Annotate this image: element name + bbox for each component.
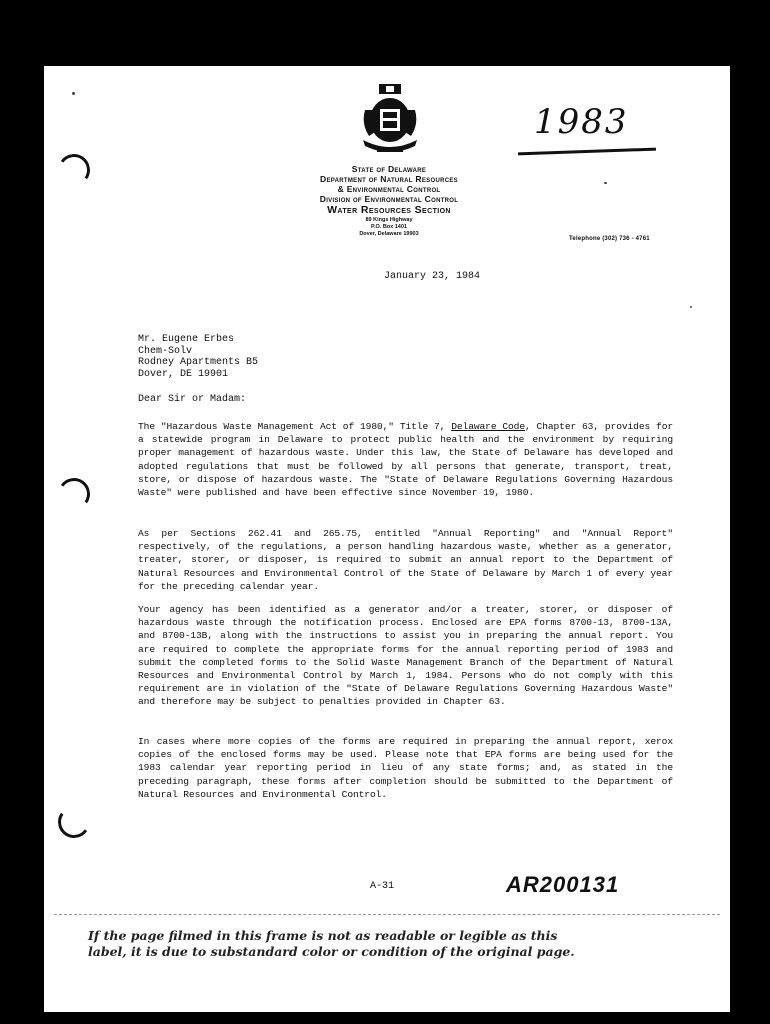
letterhead-po-box: P.O. Box 1401 — [371, 224, 407, 230]
letter-date: January 23, 1984 — [384, 271, 481, 282]
recipient-city: Dover, DE 19901 — [138, 368, 229, 380]
page-number: A-31 — [370, 881, 395, 892]
letterhead-department-2: & Environmental Control — [337, 184, 441, 194]
recipient-address — [138, 334, 258, 380]
scan-speck — [72, 92, 75, 95]
film-quality-disclaimer — [88, 928, 688, 960]
recipient-company: Chem-Solv — [138, 345, 193, 357]
paragraph-4: In cases where more copies of the forms are required in preparing the annual report, xerox copies of the enclosed forms may be used. Please note that EPA forms are being used for the 1983 calendar year reporting period in lieu of any state forms; and, as stated in the preceding paragraph, these forms after completion should be submitted to the Department of Natural Resources and Environmental Control. — [138, 736, 673, 800]
letterhead-section: Water Resources Section — [327, 204, 451, 216]
footer-divider — [54, 914, 720, 915]
delaware-code-reference: Delaware Code — [451, 421, 525, 432]
letterhead-division: Division of Environmental Control — [319, 194, 459, 204]
letterhead — [274, 164, 504, 238]
archive-stamp: AR200131 — [506, 872, 620, 897]
letterhead-street: 89 Kings Highway — [365, 217, 413, 223]
salutation: Dear Sir or Madam: — [138, 394, 247, 405]
scan-speck — [690, 306, 692, 308]
punch-hole-mark-top — [55, 151, 92, 188]
scan-speck — [604, 182, 607, 184]
recipient-street: Rodney Apartments B5 — [138, 357, 259, 369]
paragraph-1-start: The "Hazardous Waste Management Act of 1980," Title 7, — [138, 421, 452, 432]
punch-hole-mark-bottom — [55, 803, 92, 840]
letterhead-telephone: Telephone (302) 736 - 4761 — [569, 236, 650, 242]
paragraph-3: Your agency has been identified as a generator and/or a treater, storer, or disposer of hazardous waste through the notification process. Enclosed are EPA forms 8700-13, 8700-13A, and 8700-13B, along with the instructions to assist you in preparing the annual report. You are required to complete the appropriate forms for the annual reporting period of 1983 and submit the completed forms to the Solid Waste Management Branch of the Department of Natural Resources and Environmental Control by March 1, 1984. Persons who do not comply with this requirement are in violation of the "State of Delaware Regulations Governing Hazardous Waste" and therefore may be subject to penalties provided in Chapter 63. — [138, 604, 673, 708]
disclaimer-line-1: If the page filmed in this frame is not as readable or legible as this — [88, 928, 558, 943]
handwritten-year-note: 1983 — [534, 102, 629, 142]
letterhead-state: State of Delaware — [351, 164, 427, 174]
document-page — [44, 66, 730, 1012]
disclaimer-line-2: label, it is due to substandard color or condition of the original page. — [88, 944, 575, 959]
punch-hole-mark-middle — [55, 475, 92, 512]
letterhead-city: Dover, Delaware 19903 — [359, 231, 419, 237]
paragraph-1-rest: , Chapter 63, provides for a statewide program in Delaware to protect public health and the environment by requiring proper management of hazardous waste. Under this law, the State of Delaware has developed and adopted regulations that must be followed by all persons that generate, transport, treat, store, or dispose of hazardous waste. The "State of Delaware Regulations Governing Hazardous Waste" were published and have been effective since November 19, 1980. — [138, 421, 674, 499]
paragraph-2: As per Sections 262.41 and 265.75, entitled "Annual Reporting" and "Annual Report" respectively, of the regulations, a person handling hazardous waste, whether as a generator, treater, storer, or disposer, is required to submit an annual report to the Department of Natural Resources and Environmental Control of the State of Delaware by March 1 of every year for the preceding calendar year. — [138, 528, 673, 592]
recipient-name: Mr. Eugene Erbes — [138, 334, 235, 345]
letterhead-department: Department of Natural Resources — [320, 174, 458, 184]
delaware-state-seal-icon — [357, 84, 423, 154]
handwritten-underline — [518, 148, 656, 156]
paragraph-1 — [138, 420, 673, 499]
